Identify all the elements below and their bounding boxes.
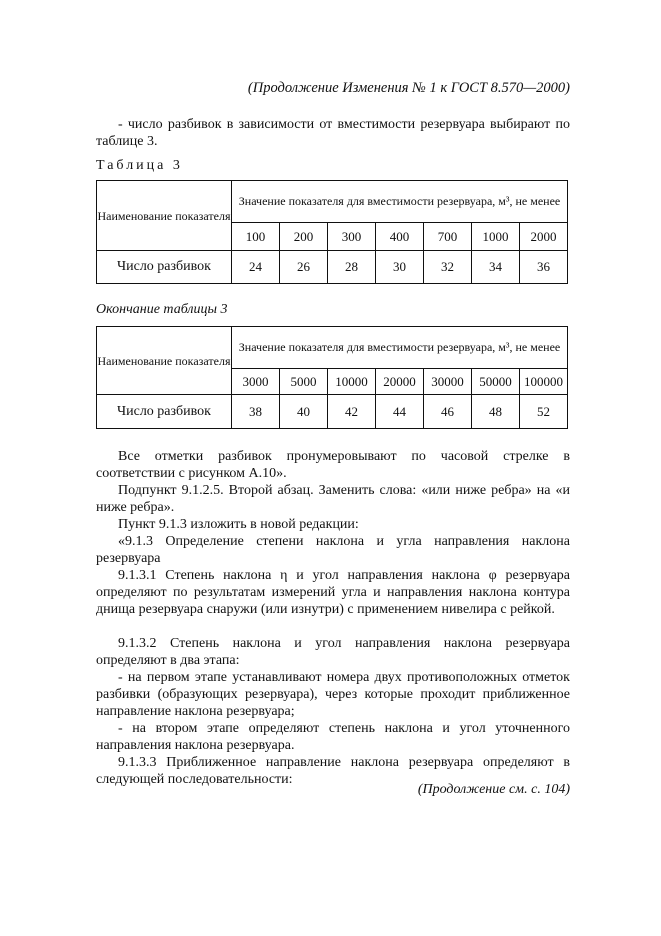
table-3-col-header: 1000 — [472, 223, 520, 251]
table-3-col-header: 2000 — [520, 223, 568, 251]
table-3b-cell: 40 — [280, 395, 328, 429]
table-3-cell: 32 — [424, 251, 472, 284]
table-3-cell: 24 — [232, 251, 280, 284]
table-3b-col-header: 5000 — [280, 369, 328, 395]
table-3b-col-header: 10000 — [328, 369, 376, 395]
table-3-name-header: Наименование показателя — [97, 181, 232, 251]
intro-paragraph: - число разбивок в зависимости от вместимости резервуара выбирают по таблице 3. — [96, 117, 570, 149]
table-3-col-header: 100 — [232, 223, 280, 251]
continuation-footer: (Продолжение см. с. 104) — [417, 782, 570, 797]
table-3-cell: 28 — [328, 251, 376, 284]
table-3-row-label: Число разбивок — [97, 251, 232, 284]
table-3 — [96, 180, 568, 284]
table-3b-cell: 42 — [328, 395, 376, 429]
table-3b-value-header: Значение показателя для вместимости резервуара, м³, не менее — [232, 327, 568, 369]
paragraph: 9.1.3.2 Степень наклона и угол направления наклона резервуара определяют в два этапа: — [96, 636, 570, 668]
table-3-col-header: 300 — [328, 223, 376, 251]
paragraph: 9.1.3.1 Степень наклона η и угол направления наклона φ резервуара определяют по результатам измерений угла и направления наклона контура днища резервуара снаружи (или изнутри) с применением нивелира с рейкой. — [96, 568, 570, 617]
table-3b-col-header: 100000 — [520, 369, 568, 395]
running-header: (Продолжение Изменения № 1 к ГОСТ 8.570—2000) — [247, 80, 570, 96]
paragraph: Подпункт 9.1.2.5. Второй абзац. Заменить слова: «или ниже ребра» на «и ниже ребра». — [96, 483, 570, 515]
table-3-continuation-label: Окончание таблицы 3 — [96, 302, 228, 317]
table-3b-col-header: 20000 — [376, 369, 424, 395]
table-3-cell: 26 — [280, 251, 328, 284]
table-3-cell: 30 — [376, 251, 424, 284]
paragraph: - на первом этапе устанавливают номера двух противоположных отметок разбивки (образующих резервуара), через которые проходит приближенное направление наклона резервуара; — [96, 670, 570, 719]
table-3-cell: 36 — [520, 251, 568, 284]
paragraph: Все отметки разбивок пронумеровывают по часовой стрелке в соответствии с рисунком А.10». — [96, 449, 570, 481]
table-3b-cell: 44 — [376, 395, 424, 429]
table-3b-col-header: 50000 — [472, 369, 520, 395]
table-3b-cell: 38 — [232, 395, 280, 429]
paragraph: Пункт 9.1.3 изложить в новой редакции: — [118, 517, 359, 532]
table-3b-cell: 46 — [424, 395, 472, 429]
table-3-value-header: Значение показателя для вместимости резервуара, м³, не менее — [232, 181, 568, 223]
table-3b-name-header: Наименование показателя — [97, 327, 232, 395]
table-3-label: Таблица 3 — [96, 158, 183, 173]
table-3b-cell: 52 — [520, 395, 568, 429]
table-3b-col-header: 30000 — [424, 369, 472, 395]
paragraph: 9.1.3.3 Приближенное направление наклона резервуара определяют в следующей последовательности: — [96, 755, 570, 787]
table-3-col-header: 400 — [376, 223, 424, 251]
table-3-continuation — [96, 326, 568, 429]
table-3-col-header: 700 — [424, 223, 472, 251]
paragraph: «9.1.3 Определение степени наклона и угла направления наклона резервуара — [96, 534, 570, 566]
table-3-col-header: 200 — [280, 223, 328, 251]
paragraph: - на втором этапе определяют степень наклона и угол уточненного направления наклона резервуара. — [96, 721, 570, 753]
table-3b-row-label: Число разбивок — [97, 395, 232, 429]
table-3b-cell: 48 — [472, 395, 520, 429]
table-3-cell: 34 — [472, 251, 520, 284]
table-3b-col-header: 3000 — [232, 369, 280, 395]
